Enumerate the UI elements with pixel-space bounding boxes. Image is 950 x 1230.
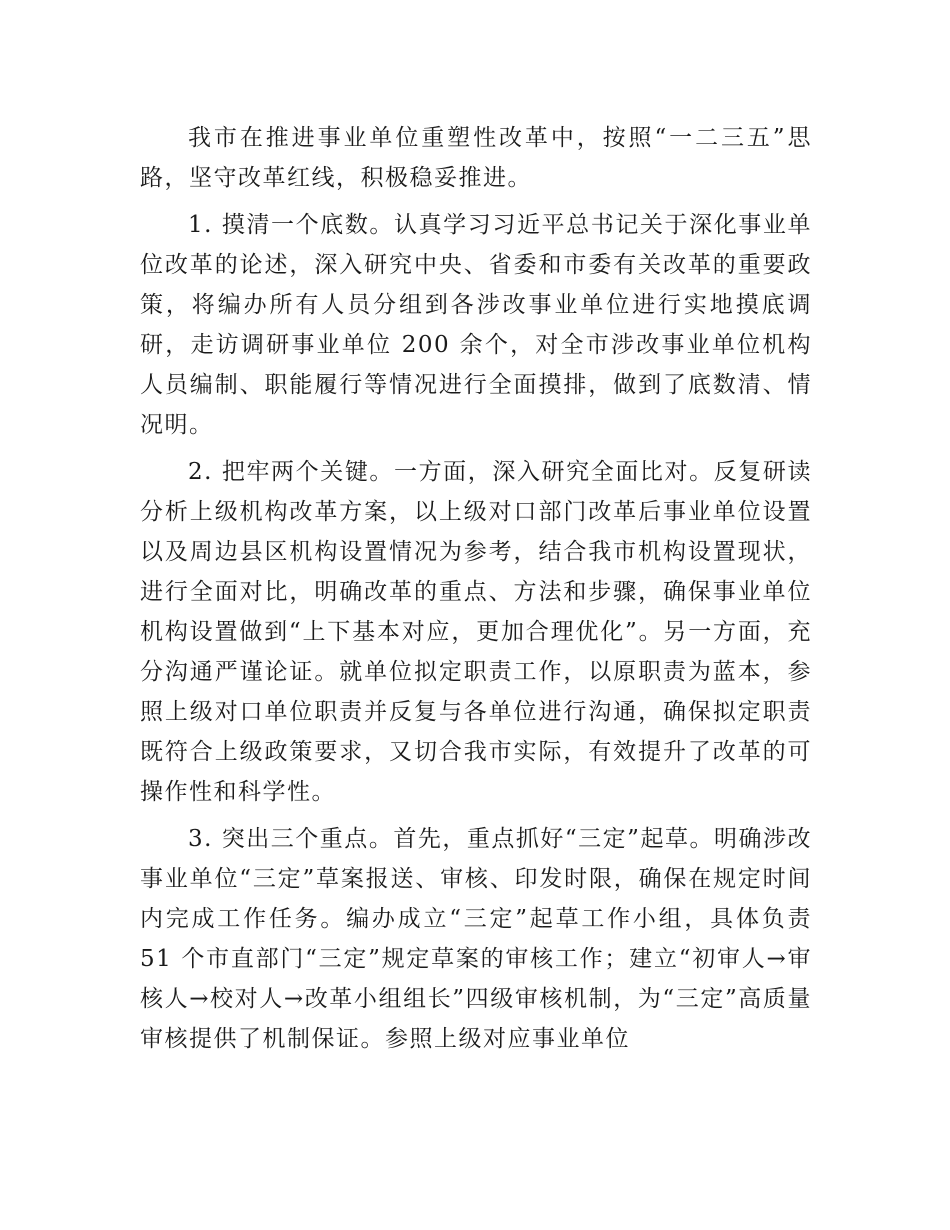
section-1-paragraph: 1. 摸清一个底数。认真学习习近平总书记关于深化事业单位改革的论述，深入研究中央、省委和市委有关改革的重要政策，将编办所有人员分组到各涉改事业单位进行实地摸底调研，走访调研事业单位 200 余个，对全市涉改事业单位机构人员编制、职能履行等情况进行全面摸排，做到了底数清、情况明。 [140,212,812,438]
section-3-paragraph: 3. 突出三个重点。首先，重点抓好“三定”起草。明确涉改事业单位“三定”草案报送、审核、印发时限，确保在规定时间内完成工作任务。编办成立“三定”起草工作小组，具体负责 51 个市直部门“三定”规定草案的审核工作；建立“初审人→审核人→校对人→改革小组组长”四级审核机制，为“三定”高质量审核提供了机制保证。参照上级对应事业单位 [140,826,812,1052]
section-2-paragraph: 2. 把牢两个关键。一方面，深入研究全面比对。反复研读分析上级机构改革方案，以上级对口部门改革后事业单位设置以及周边县区机构设置情况为参考，结合我市机构设置现状，进行全面对比，明确改革的重点、方法和步骤，确保事业单位机构设置做到“上下基本对应，更加合理优化”。另一方面，充分沟通严谨论证。就单位拟定职责工作，以原职责为蓝本，参照上级对口单位职责并反复与各单位进行沟通，确保拟定职责既符合上级政策要求，又切合我市实际，有效提升了改革的可操作性和科学性。 [140,459,812,805]
intro-paragraph: 我市在推进事业单位重塑性改革中，按照“一二三五”思路，坚守改革红线，积极稳妥推进。 [140,125,812,191]
document-body [140,118,812,1066]
